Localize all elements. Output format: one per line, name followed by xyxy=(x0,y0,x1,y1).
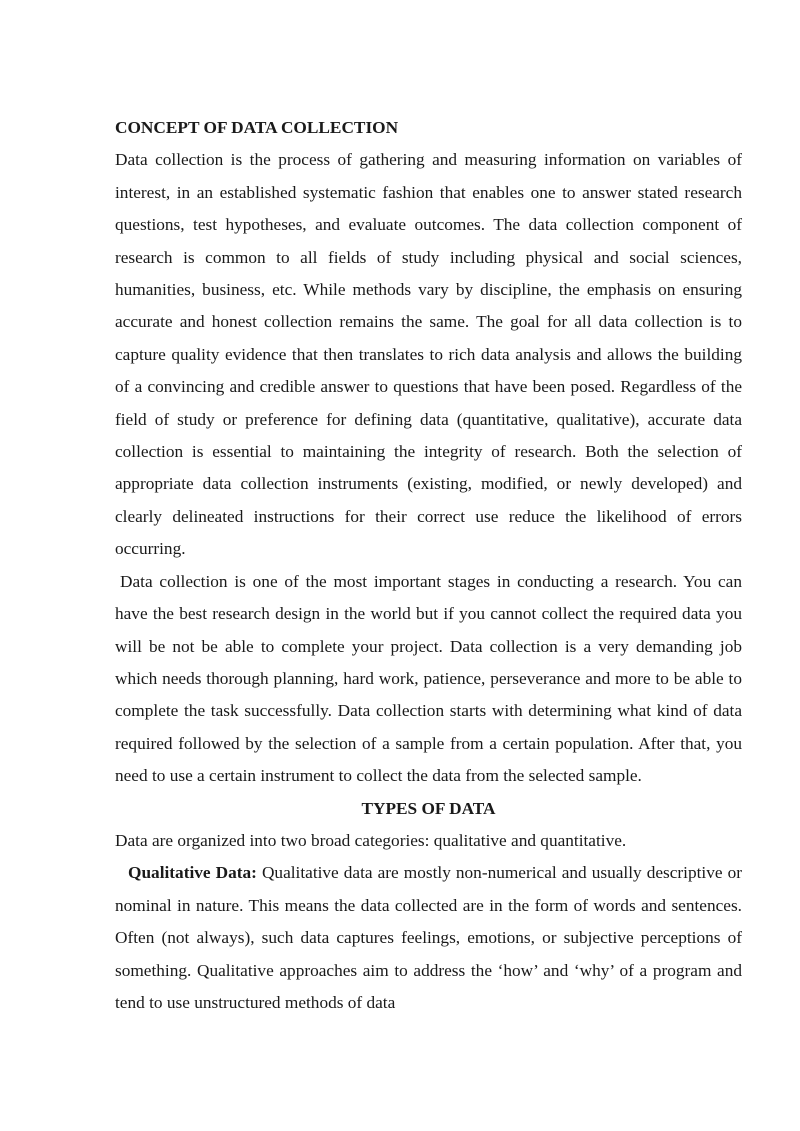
document-page xyxy=(115,112,742,1019)
qualitative-label: Qualitative Data: xyxy=(128,863,257,883)
section-heading-concept: CONCEPT OF DATA COLLECTION xyxy=(115,118,399,137)
paragraph-categories: Data are organized into two broad categories: qualitative and quantitative. xyxy=(115,830,627,850)
paragraph-definition: Data collection is the process of gathering and measuring information on variables of interest, in an established systematic fashion that enables one to answer stated research questions, test hypotheses, and evaluate outcomes. The data collection component of research is common to all fields of study including physical and social sciences, humanities, business, etc. While methods vary by discipline, the emphasis on ensuring accurate and honest collection remains the same. The goal for all data collection is to capture quality evidence that then translates to rich data analysis and allows the building of a convincing and credible answer to questions that have been posed. Regardless of the field of study or preference for defining data (quantitative, qualitative), accurate data collection is essential to maintaining the integrity of research. Both the selection of appropriate data collection instruments (existing, modified, or newly developed) and clearly delineated instructions for their correct use reduce the likelihood of errors occurring. xyxy=(115,150,742,559)
paragraph-importance: Data collection is one of the most important stages in conducting a research. You can have the best research design in the world but if you cannot collect the required data you will be not be able to complete your project. Data collection is a very demanding job which needs thorough planning, hard work, patience, perseverance and more to be able to complete the task successfully. Data collection starts with determining what kind of data required followed by the selection of a sample from a certain population. After that, you need to use a certain instrument to collect the data from the selected sample. xyxy=(115,571,742,786)
section-heading-types: TYPES OF DATA xyxy=(361,798,496,818)
qualitative-text: Qualitative data are mostly non-numerical and usually descriptive or nominal in nature. This means the data collected are in the form of words and sentences. Often (not always), such data captures feelings, emotions, or subjective perceptions of something. Qualitative approaches aim to address the ‘how’ and ‘why’ of a program and tend to use unstructured methods of data xyxy=(115,863,742,1012)
paragraph-qualitative xyxy=(115,857,742,1019)
